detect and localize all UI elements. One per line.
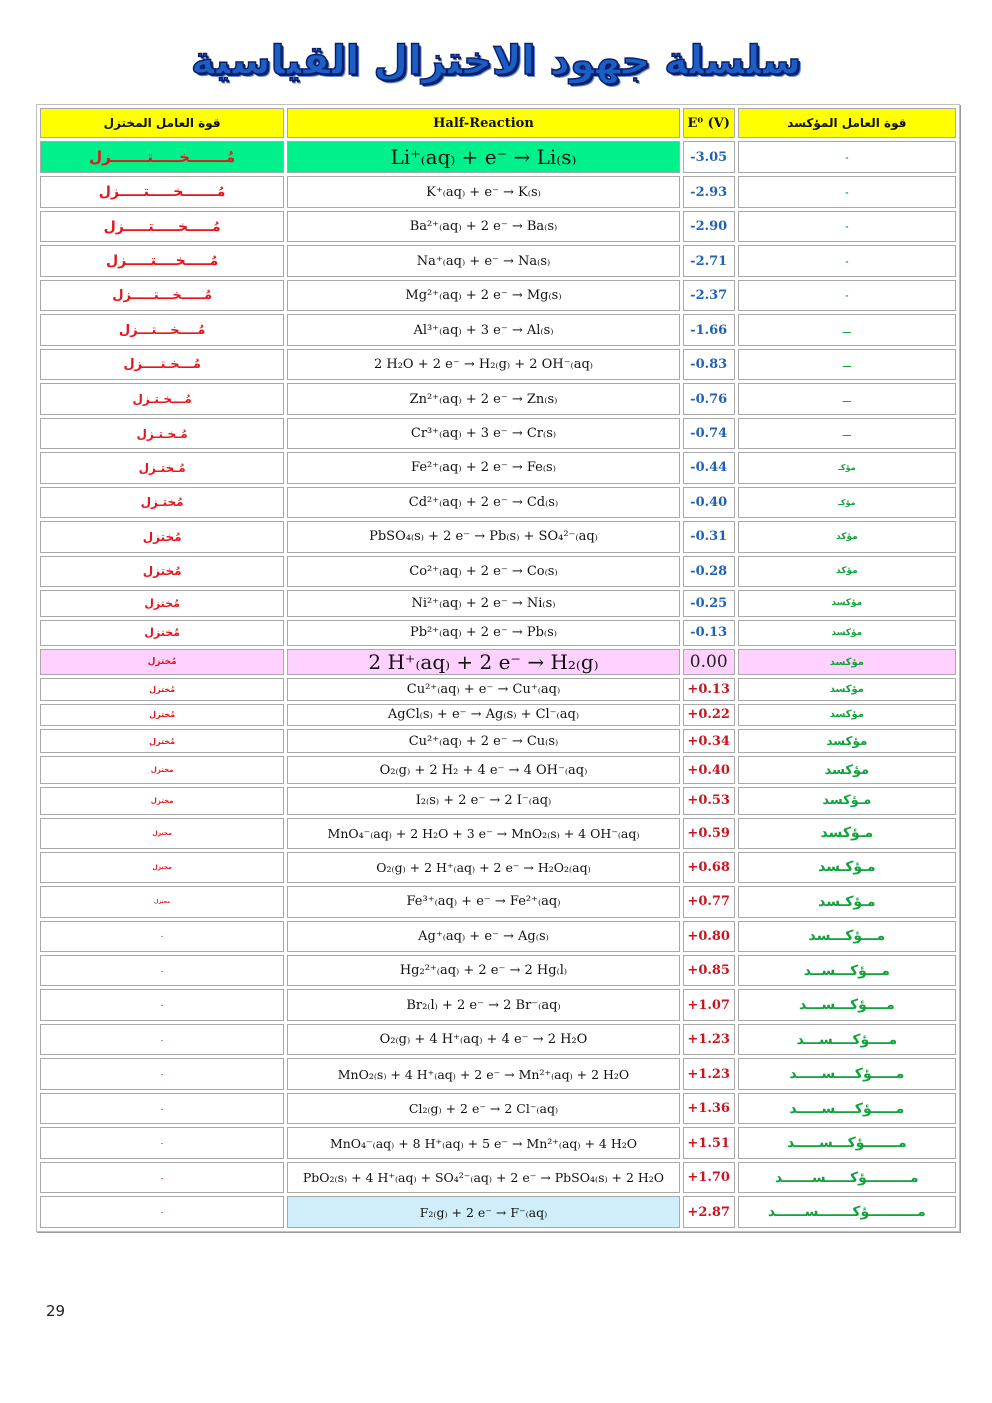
potential-cell: +0.80 (683, 921, 735, 952)
oxidizing-strength-cell: مؤكسد (738, 590, 956, 616)
half-reaction-cell: Mg²⁺₍aq₎ + 2 e⁻ → Mg₍s₎ (287, 280, 679, 311)
table-row (40, 678, 956, 700)
oxidizing-strength-cell: مـــــــؤكـــســـــد (738, 1127, 956, 1158)
page-number: 29 (46, 1302, 66, 1320)
reducing-strength-cell: ـ (40, 1058, 284, 1089)
half-reaction-cell: MnO₄⁻₍aq₎ + 2 H₂O + 3 e⁻ → MnO₂₍s₎ + 4 OH⁻₍aq₎ (287, 818, 679, 848)
table-row (40, 1093, 956, 1124)
oxidizing-strength-cell: ـــ (738, 314, 956, 345)
table-row (40, 418, 956, 449)
reducing-strength-cell: مُـــخـتـزل (40, 383, 284, 414)
table-row (40, 729, 956, 753)
oxidizing-strength-cell: مؤكسد (738, 620, 956, 646)
potential-cell: +0.22 (683, 704, 735, 726)
table-row (40, 590, 956, 616)
oxidizing-strength-cell: - (738, 141, 956, 173)
reducing-strength-cell: مُختزل (40, 556, 284, 587)
half-reaction-cell: Li⁺₍aq₎ + e⁻ → Li₍s₎ (287, 141, 679, 173)
half-reaction-cell: MnO₄⁻₍aq₎ + 8 H⁺₍aq₎ + 5 e⁻ → Mn²⁺₍aq₎ + 4 H₂O (287, 1127, 679, 1158)
oxidizing-strength-cell: مـؤكـسد (738, 886, 956, 917)
potential-cell: +1.23 (683, 1058, 735, 1089)
table-row (40, 349, 956, 380)
potential-cell: +0.68 (683, 852, 735, 883)
oxidizing-strength-cell: مؤكسد (738, 704, 956, 726)
table-row (40, 280, 956, 311)
half-reaction-cell: Br₂₍l₎ + 2 e⁻ → 2 Br⁻₍aq₎ (287, 989, 679, 1020)
half-reaction-cell: Cu²⁺₍aq₎ + 2 e⁻ → Cu₍s₎ (287, 729, 679, 753)
potential-cell: +1.07 (683, 989, 735, 1020)
reducing-strength-cell: ـ (40, 1196, 284, 1228)
reducing-strength-cell: مُختزل (40, 678, 284, 700)
table-row (40, 452, 956, 483)
half-reaction-cell: Fe³⁺₍aq₎ + e⁻ → Fe²⁺₍aq₎ (287, 886, 679, 917)
half-reaction-cell: MnO₂₍s₎ + 4 H⁺₍aq₎ + 2 e⁻ → Mn²⁺₍aq₎ + 2 H₂O (287, 1058, 679, 1089)
reducing-strength-cell: مُختـزل (40, 487, 284, 518)
half-reaction-cell: 2 H⁺₍aq₎ + 2 e⁻ → H₂₍g₎ (287, 649, 679, 675)
table-row (40, 1058, 956, 1089)
half-reaction-cell: F₂₍g₎ + 2 e⁻ → F⁻₍aq₎ (287, 1196, 679, 1228)
table-row (40, 886, 956, 917)
potential-cell: -2.90 (683, 211, 735, 242)
potential-cell: +0.34 (683, 729, 735, 753)
reducing-strength-cell: مختزل (40, 818, 284, 848)
half-reaction-cell: Pb²⁺₍aq₎ + 2 e⁻ → Pb₍s₎ (287, 620, 679, 646)
oxidizing-strength-cell: ـــ (738, 418, 956, 449)
reducing-strength-cell: ـ (40, 955, 284, 986)
potential-cell: -1.66 (683, 314, 735, 345)
half-reaction-cell: Cr³⁺₍aq₎ + 3 e⁻ → Cr₍s₎ (287, 418, 679, 449)
reducing-strength-cell: ـ (40, 1024, 284, 1055)
table-row (40, 1162, 956, 1193)
reducing-strength-cell: مُـختـزل (40, 452, 284, 483)
table-row (40, 818, 956, 848)
table-row (40, 211, 956, 242)
oxidizing-strength-cell: - (738, 245, 956, 276)
reducing-strength-cell: مُـــــخــــتـــــزل (40, 245, 284, 276)
half-reaction-cell: O₂₍g₎ + 2 H⁺₍aq₎ + 2 e⁻ → H₂O₂₍aq₎ (287, 852, 679, 883)
reducing-strength-cell: مُختزل (40, 620, 284, 646)
table-row (40, 176, 956, 207)
oxidizing-strength-cell: مؤكد (738, 556, 956, 587)
potential-cell: -2.37 (683, 280, 735, 311)
header-oxidizing-strength: قوة العامل المؤكسد (738, 108, 956, 138)
half-reaction-cell: Fe²⁺₍aq₎ + 2 e⁻ → Fe₍s₎ (287, 452, 679, 483)
oxidizing-strength-cell: مـــؤكـــســد (738, 955, 956, 986)
table-row (40, 245, 956, 276)
table-row (40, 704, 956, 726)
potential-cell: +1.51 (683, 1127, 735, 1158)
page-title: سلسلة جهود الاختزال القياسية (190, 38, 802, 84)
potential-cell: -0.76 (683, 383, 735, 414)
reducing-strength-cell: ـ (40, 989, 284, 1020)
oxidizing-strength-cell: - (738, 211, 956, 242)
oxidizing-strength-cell: مـؤكسد (738, 818, 956, 848)
half-reaction-cell: O₂₍g₎ + 2 H₂ + 4 e⁻ → 4 OH⁻₍aq₎ (287, 756, 679, 783)
header-reducing-strength: قوة العامل المختزل (40, 108, 284, 138)
reducing-strength-cell: مُــــخـــتـــزل (40, 314, 284, 345)
oxidizing-strength-cell: مؤكـ (738, 487, 956, 518)
potential-cell: -2.71 (683, 245, 735, 276)
half-reaction-cell: PbSO₄₍s₎ + 2 e⁻ → Pb₍s₎ + SO₄²⁻₍aq₎ (287, 521, 679, 552)
table-row (40, 955, 956, 986)
reducing-strength-cell: مُـــــخـــــتـــــزل (40, 211, 284, 242)
potential-cell: -0.28 (683, 556, 735, 587)
header-half-reaction: Half-Reaction (287, 108, 679, 138)
oxidizing-strength-cell: مؤكسد (738, 649, 956, 675)
oxidizing-strength-cell: - (738, 176, 956, 207)
reducing-strength-cell: مختزل (40, 886, 284, 917)
oxidizing-strength-cell: مؤكسد (738, 729, 956, 753)
table-row (40, 487, 956, 518)
reducing-strength-cell: ـ (40, 1162, 284, 1193)
oxidizing-strength-cell: مـــــؤكــــســـــد (738, 1093, 956, 1124)
potential-cell: -0.25 (683, 590, 735, 616)
reducing-strength-cell: مُـــــــخـــــتـــــزل (40, 176, 284, 207)
table-row (40, 1127, 956, 1158)
table-row (40, 989, 956, 1020)
oxidizing-strength-cell: ـــ (738, 349, 956, 380)
potential-cell: +0.53 (683, 787, 735, 815)
half-reaction-cell: Cl₂₍g₎ + 2 e⁻ → 2 Cl⁻₍aq₎ (287, 1093, 679, 1124)
table-row (40, 141, 956, 173)
table-row (40, 620, 956, 646)
table-header-row (40, 108, 956, 138)
potential-cell: +0.85 (683, 955, 735, 986)
half-reaction-cell: Ba²⁺₍aq₎ + 2 e⁻ → Ba₍s₎ (287, 211, 679, 242)
half-reaction-cell: Cd²⁺₍aq₎ + 2 e⁻ → Cd₍s₎ (287, 487, 679, 518)
potential-cell: +1.23 (683, 1024, 735, 1055)
table-row (40, 921, 956, 952)
potential-cell: +1.70 (683, 1162, 735, 1193)
reducing-strength-cell: مُختزل (40, 521, 284, 552)
potential-cell: -2.93 (683, 176, 735, 207)
oxidizing-strength-cell: مؤكـ (738, 452, 956, 483)
table-row (40, 556, 956, 587)
reducing-strength-cell: ـ (40, 1127, 284, 1158)
oxidizing-strength-cell: مـؤكسد (738, 787, 956, 815)
potential-cell: 0.00 (683, 649, 735, 675)
reducing-strength-cell: ـ (40, 921, 284, 952)
potential-cell: -0.83 (683, 349, 735, 380)
potential-cell: -0.13 (683, 620, 735, 646)
potential-cell: -0.44 (683, 452, 735, 483)
half-reaction-cell: I₂₍s₎ + 2 e⁻ → 2 I⁻₍aq₎ (287, 787, 679, 815)
half-reaction-cell: PbO₂₍s₎ + 4 H⁺₍aq₎ + SO₄²⁻₍aq₎ + 2 e⁻ → PbSO₄₍s₎ + 2 H₂O (287, 1162, 679, 1193)
half-reaction-cell: Na⁺₍aq₎ + e⁻ → Na₍s₎ (287, 245, 679, 276)
oxidizing-strength-cell: - (738, 280, 956, 311)
reduction-potential-table (36, 104, 960, 1232)
table-row (40, 1024, 956, 1055)
potential-cell: -0.40 (683, 487, 735, 518)
table-row (40, 1196, 956, 1228)
reducing-strength-cell: ـ (40, 1093, 284, 1124)
oxidizing-strength-cell: مـــؤكـــسد (738, 921, 956, 952)
half-reaction-cell: 2 H₂O + 2 e⁻ → H₂₍g₎ + 2 OH⁻₍aq₎ (287, 349, 679, 380)
table-row (40, 383, 956, 414)
oxidizing-strength-cell: مؤكسد (738, 756, 956, 783)
potential-cell: -0.74 (683, 418, 735, 449)
reducing-strength-cell: مُـــــــخـــــتـــــــزل (40, 141, 284, 173)
reducing-strength-cell: مُـــخـتــــزل (40, 349, 284, 380)
reducing-strength-cell: مُـــــخـــتـــــزل (40, 280, 284, 311)
half-reaction-cell: AgCl₍s₎ + e⁻ → Ag₍s₎ + Cl⁻₍aq₎ (287, 704, 679, 726)
table-row (40, 649, 956, 675)
oxidizing-strength-cell: مــــؤكــــســـد (738, 1024, 956, 1055)
reducing-strength-cell: مختزل (40, 852, 284, 883)
reducing-strength-cell: مُختزل (40, 590, 284, 616)
reducing-strength-cell: مُختزل (40, 729, 284, 753)
potential-cell: -3.05 (683, 141, 735, 173)
half-reaction-cell: Co²⁺₍aq₎ + 2 e⁻ → Co₍s₎ (287, 556, 679, 587)
potential-cell: +1.36 (683, 1093, 735, 1124)
table-row (40, 756, 956, 783)
potential-cell: +0.59 (683, 818, 735, 848)
oxidizing-strength-cell: مـــــــــؤكـــــســــــد (738, 1162, 956, 1193)
potential-cell: +0.13 (683, 678, 735, 700)
potential-cell: +2.87 (683, 1196, 735, 1228)
half-reaction-cell: Hg₂²⁺₍aq₎ + 2 e⁻ → 2 Hg₍l₎ (287, 955, 679, 986)
oxidizing-strength-cell: مـــــؤكــــســـــد (738, 1058, 956, 1089)
table-row (40, 314, 956, 345)
half-reaction-cell: Al³⁺₍aq₎ + 3 e⁻ → Al₍s₎ (287, 314, 679, 345)
reducing-strength-cell: مُختزل (40, 649, 284, 675)
oxidizing-strength-cell: مؤكسد (738, 678, 956, 700)
header-potential: E⁰ (V) (683, 108, 735, 138)
half-reaction-cell: O₂₍g₎ + 4 H⁺₍aq₎ + 4 e⁻ → 2 H₂O (287, 1024, 679, 1055)
half-reaction-cell: Cu²⁺₍aq₎ + e⁻ → Cu⁺₍aq₎ (287, 678, 679, 700)
reducing-strength-cell: مُـخـتـزل (40, 418, 284, 449)
oxidizing-strength-cell: ـــ (738, 383, 956, 414)
reducing-strength-cell: مختزل (40, 787, 284, 815)
potential-cell: +0.40 (683, 756, 735, 783)
oxidizing-strength-cell: مــــــــــؤكـــــــســــــد (738, 1196, 956, 1228)
table-row (40, 787, 956, 815)
potential-cell: +0.77 (683, 886, 735, 917)
half-reaction-cell: Ag⁺₍aq₎ + e⁻ → Ag₍s₎ (287, 921, 679, 952)
table-row (40, 852, 956, 883)
oxidizing-strength-cell: مــــؤكـــســـد (738, 989, 956, 1020)
oxidizing-strength-cell: مؤكد (738, 521, 956, 552)
reducing-strength-cell: مُختزل (40, 704, 284, 726)
half-reaction-cell: Zn²⁺₍aq₎ + 2 e⁻ → Zn₍s₎ (287, 383, 679, 414)
reducing-strength-cell: مختزل (40, 756, 284, 783)
table-row (40, 521, 956, 552)
potential-cell: -0.31 (683, 521, 735, 552)
half-reaction-cell: K⁺₍aq₎ + e⁻ → K₍s₎ (287, 176, 679, 207)
oxidizing-strength-cell: مـؤكـسد (738, 852, 956, 883)
half-reaction-cell: Ni²⁺₍aq₎ + 2 e⁻ → Ni₍s₎ (287, 590, 679, 616)
